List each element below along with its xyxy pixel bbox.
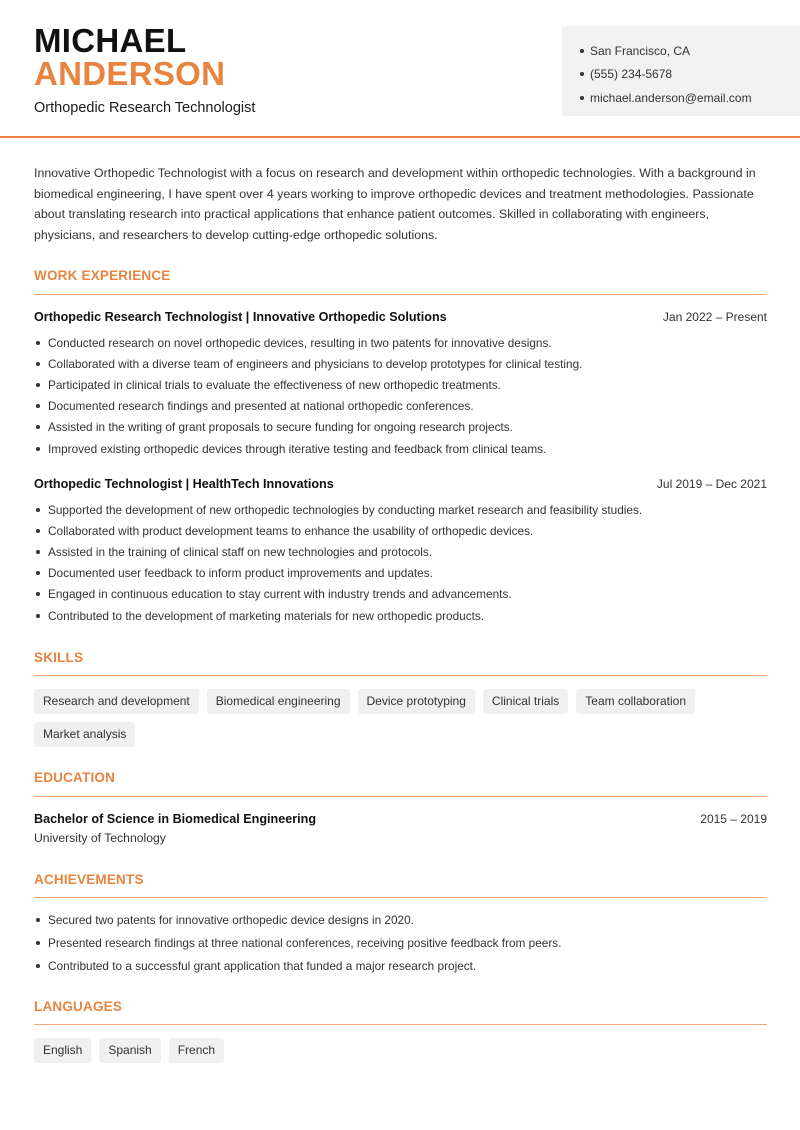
list-item bbox=[34, 584, 767, 605]
summary-paragraph: Innovative Orthopedic Technologist with a focus on research and development within orthopedic technologies. With a background in biomedical engineering, I have spent over 4 years working to improve orthopedic devices and treatment methodologies. Passionate about translating research into practical applications that enhance patient outcomes. Skilled in collaborating with engineers, physicians, and researchers to develop cutting-edge orthopedic solutions. bbox=[34, 166, 756, 243]
section-divider bbox=[34, 294, 767, 295]
skill-tag: Team collaboration bbox=[576, 689, 695, 714]
bullet-text: Contributed to the development of marketing materials for new orthopedic products. bbox=[48, 608, 485, 623]
first-name: MICHAEL bbox=[34, 22, 187, 59]
job-2-bullet-list bbox=[34, 499, 767, 626]
bullet-icon bbox=[36, 383, 40, 387]
bullet-icon bbox=[36, 341, 40, 345]
skill-tag: Research and development bbox=[34, 689, 199, 714]
bullet-icon bbox=[36, 964, 40, 968]
job-2-role: Orthopedic Technologist | HealthTech Innovations bbox=[34, 477, 334, 491]
language-tag: English bbox=[34, 1038, 91, 1063]
school-name: University of Technology bbox=[34, 831, 166, 845]
bullet-text: Documented research findings and presented at national orthopedic conferences. bbox=[48, 399, 474, 414]
bullet-icon bbox=[36, 404, 40, 408]
achievements-heading: ACHIEVEMENTS bbox=[34, 872, 144, 887]
last-name: ANDERSON bbox=[34, 55, 226, 92]
list-item bbox=[34, 520, 767, 541]
bullet-icon bbox=[36, 941, 40, 945]
bullet-text: Documented user feedback to inform product improvements and updates. bbox=[48, 566, 433, 581]
bullet-icon bbox=[36, 550, 40, 554]
bullet-icon bbox=[36, 529, 40, 533]
list-item bbox=[34, 332, 767, 353]
skill-tag: Market analysis bbox=[34, 722, 135, 747]
bullet-text: Collaborated with product development teams to enhance the usability of orthopedic devices. bbox=[48, 523, 534, 538]
bullet-text: Participated in clinical trials to evaluate the effectiveness of new orthopedic treatments. bbox=[48, 377, 501, 392]
bullet-text: Assisted in the writing of grant proposals to secure funding for ongoing research projects. bbox=[48, 420, 513, 435]
language-tag: Spanish bbox=[99, 1038, 160, 1063]
list-item bbox=[34, 955, 767, 978]
list-item bbox=[34, 396, 767, 417]
section-divider bbox=[34, 675, 767, 676]
bullet-icon bbox=[36, 614, 40, 618]
education-heading: EDUCATION bbox=[34, 770, 116, 785]
skill-tag: Device prototyping bbox=[358, 689, 475, 714]
work-experience-heading: WORK EXPERIENCE bbox=[34, 268, 171, 283]
contact-box bbox=[562, 26, 800, 116]
section-divider bbox=[34, 1024, 767, 1025]
job-entry-1-header bbox=[34, 310, 767, 328]
bullet-text: Assisted in the training of clinical staff on new technologies and protocols. bbox=[48, 544, 433, 559]
education-dates: 2015 – 2019 bbox=[700, 812, 767, 826]
skill-tag: Clinical trials bbox=[483, 689, 568, 714]
list-item bbox=[34, 605, 767, 626]
job-title: Orthopedic Research Technologist bbox=[34, 100, 256, 116]
list-item bbox=[34, 374, 767, 395]
achievements-list bbox=[34, 909, 767, 977]
language-tag: French bbox=[169, 1038, 224, 1063]
bullet-icon bbox=[36, 447, 40, 451]
list-item bbox=[34, 438, 767, 459]
contact-phone bbox=[580, 63, 800, 87]
bullet-icon bbox=[36, 592, 40, 596]
contact-phone-text: (555) 234-5678 bbox=[590, 67, 673, 82]
list-item bbox=[34, 909, 767, 932]
languages-tag-list bbox=[34, 1038, 767, 1063]
skills-heading: SKILLS bbox=[34, 650, 84, 665]
job-1-bullet-list bbox=[34, 332, 767, 459]
bullet-icon bbox=[580, 72, 584, 76]
bullet-text: Presented research findings at three national conferences, receiving positive feedback from peers. bbox=[48, 936, 562, 951]
section-divider bbox=[34, 897, 767, 898]
contact-email-text[interactable]: michael.anderson@email.com bbox=[590, 90, 752, 105]
job-2-dates: Jul 2019 – Dec 2021 bbox=[656, 477, 767, 491]
list-item bbox=[34, 353, 767, 374]
bullet-text: Conducted research on novel orthopedic devices, resulting in two patents for innovative designs. bbox=[48, 335, 552, 350]
skills-tag-list bbox=[34, 689, 767, 747]
job-entry-2-header bbox=[34, 477, 767, 495]
bullet-text: Collaborated with a diverse team of engineers and physicians to develop prototypes for clinical testing. bbox=[48, 356, 583, 371]
languages-heading: LANGUAGES bbox=[34, 999, 123, 1014]
contact-location bbox=[580, 39, 800, 63]
education-entry-header bbox=[34, 812, 767, 830]
bullet-icon bbox=[36, 425, 40, 429]
bullet-icon bbox=[36, 362, 40, 366]
bullet-text: Secured two patents for innovative orthopedic device designs in 2020. bbox=[48, 913, 414, 928]
list-item bbox=[34, 499, 767, 520]
list-item bbox=[34, 417, 767, 438]
bullet-text: Improved existing orthopedic devices through iterative testing and feedback from clinical teams. bbox=[48, 441, 547, 456]
bullet-icon bbox=[36, 918, 40, 922]
bullet-icon bbox=[36, 571, 40, 575]
contact-email[interactable] bbox=[580, 86, 800, 110]
list-item bbox=[34, 541, 767, 562]
bullet-text: Contributed to a successful grant application that funded a major research project. bbox=[48, 958, 477, 973]
job-1-role: Orthopedic Research Technologist | Innovative Orthopedic Solutions bbox=[34, 310, 447, 324]
contact-location-text: San Francisco, CA bbox=[590, 43, 691, 58]
bullet-text: Supported the development of new orthopedic technologies by conducting market research and feasibility studies. bbox=[48, 502, 643, 517]
skill-tag: Biomedical engineering bbox=[207, 689, 350, 714]
degree-title: Bachelor of Science in Biomedical Engineering bbox=[34, 812, 317, 826]
bullet-text: Engaged in continuous education to stay current with industry trends and advancements. bbox=[48, 587, 512, 602]
bullet-icon bbox=[580, 96, 584, 100]
section-divider bbox=[34, 796, 767, 797]
bullet-icon bbox=[36, 508, 40, 512]
list-item bbox=[34, 563, 767, 584]
job-1-dates: Jan 2022 – Present bbox=[662, 310, 767, 324]
bullet-icon bbox=[580, 49, 584, 53]
resume-header bbox=[0, 0, 800, 138]
list-item bbox=[34, 932, 767, 955]
